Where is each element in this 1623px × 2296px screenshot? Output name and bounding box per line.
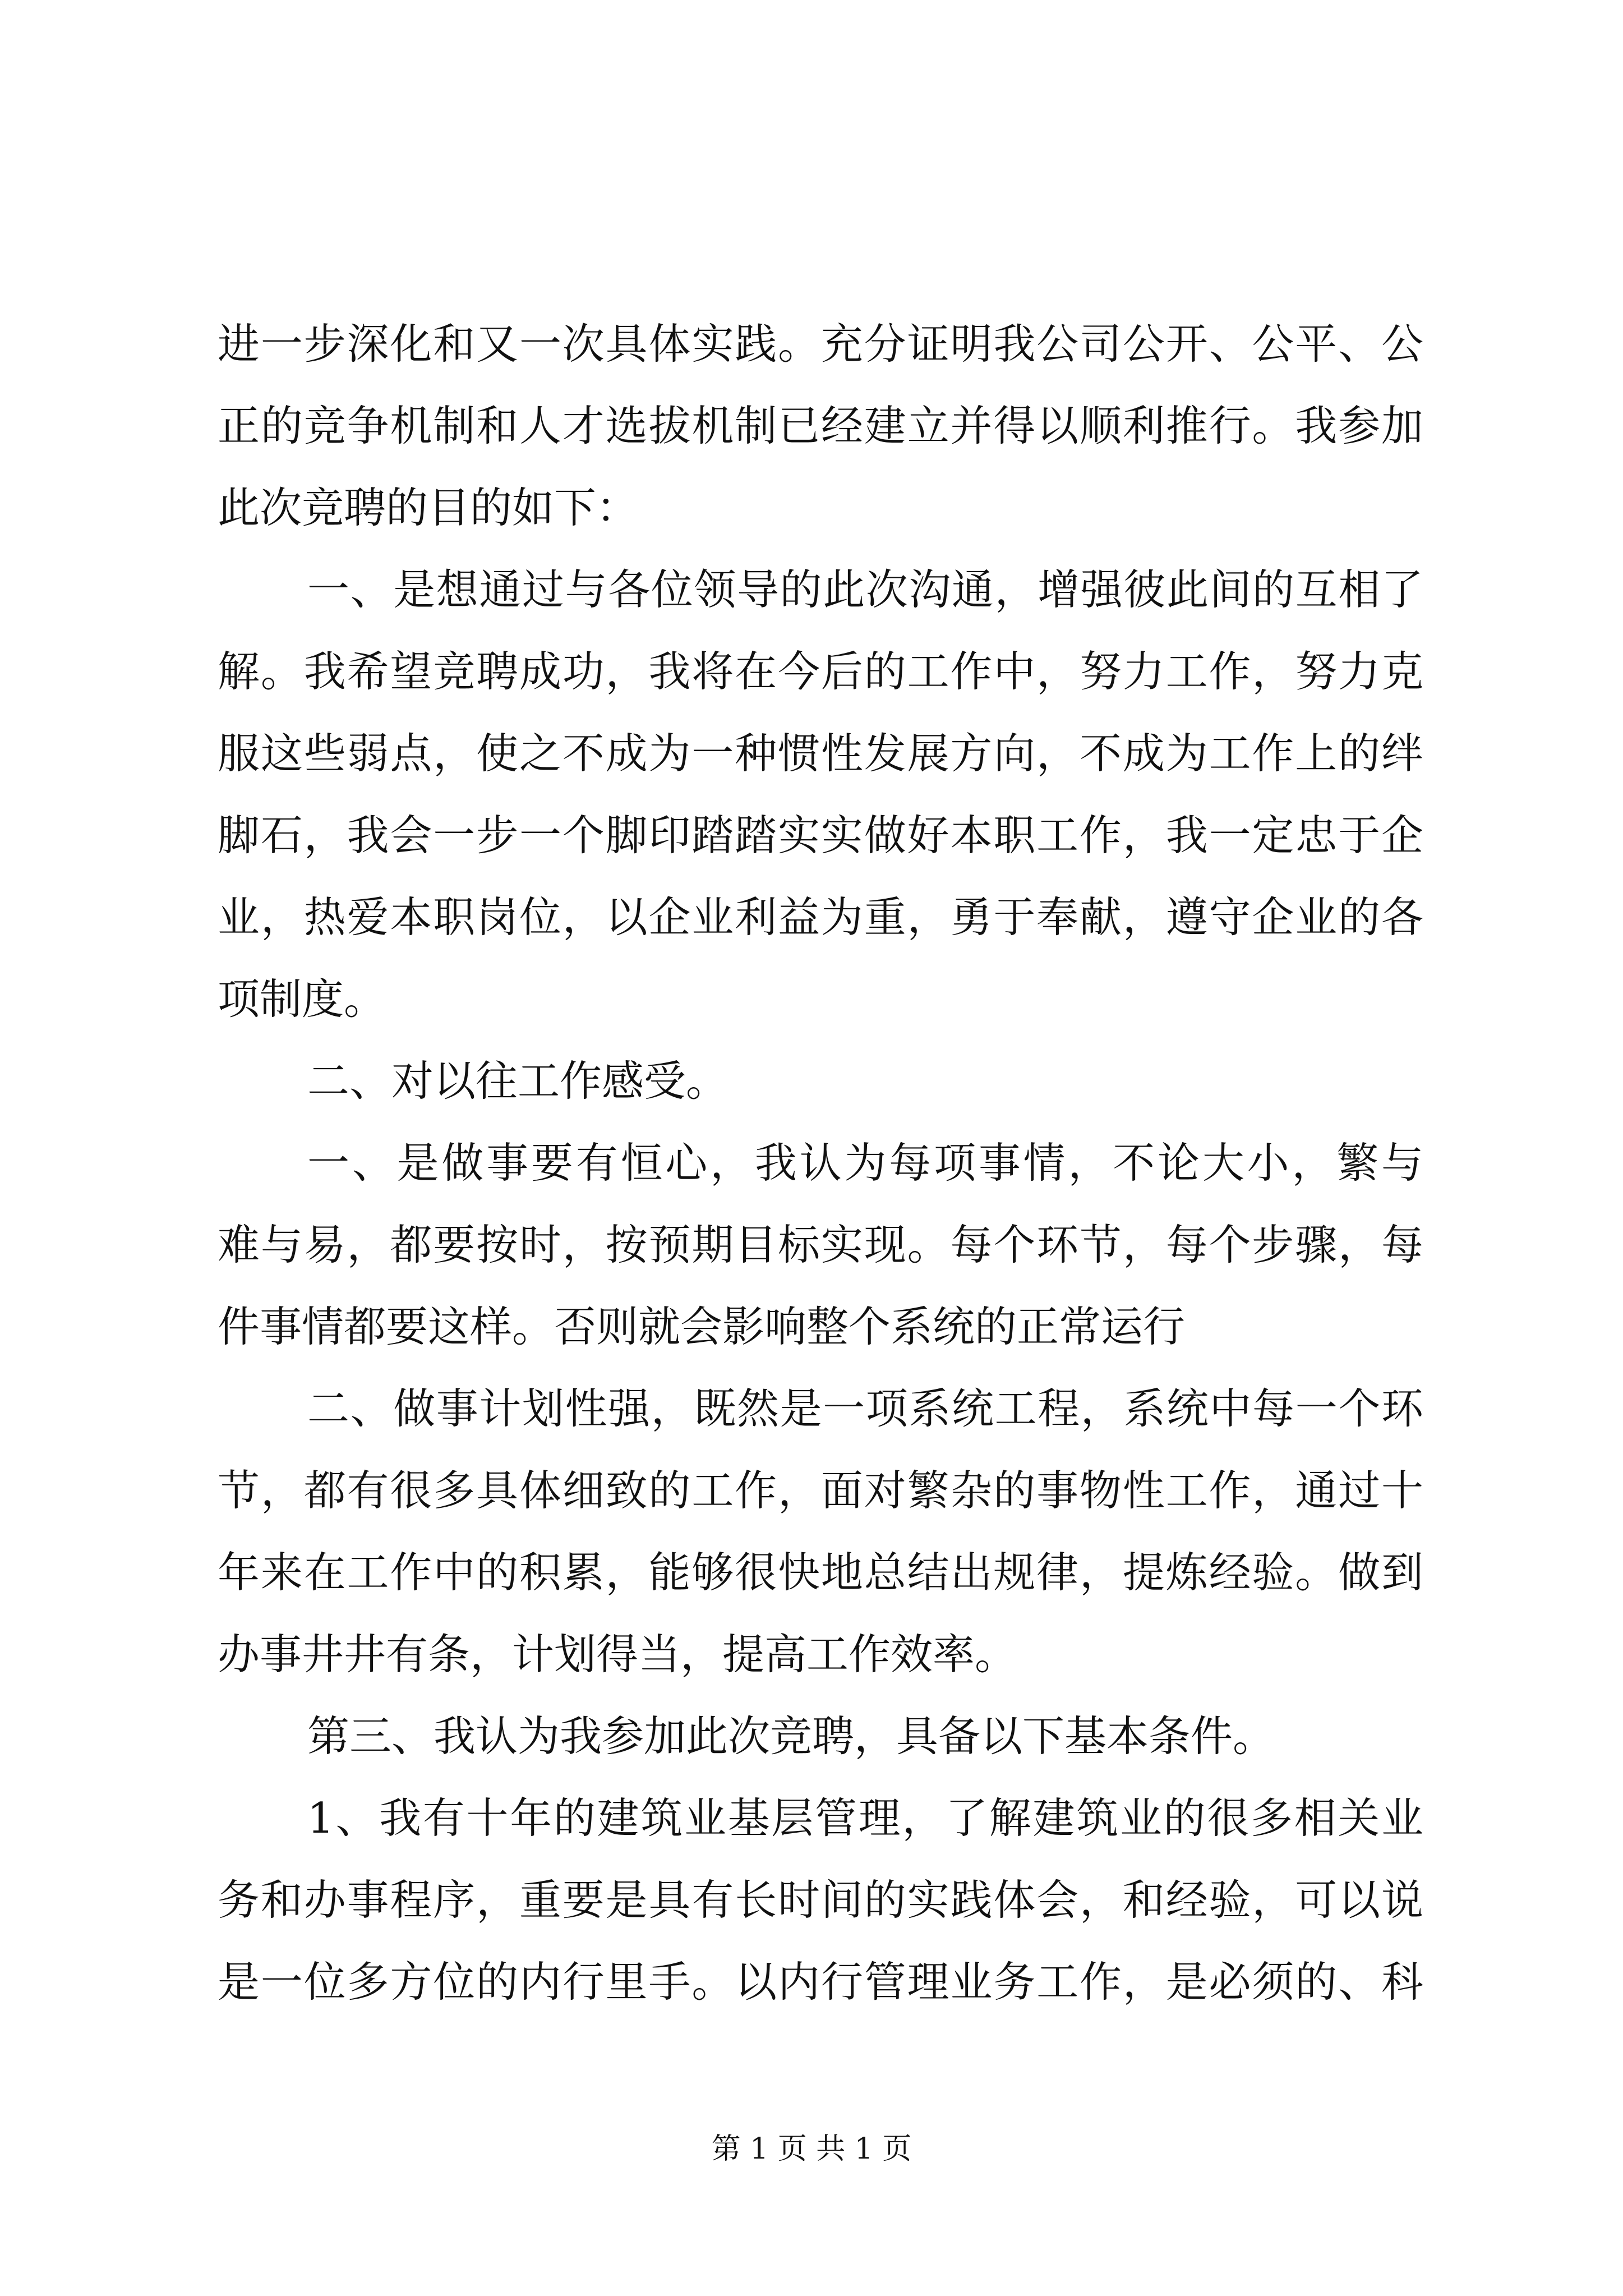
text-line: 服这些弱点，使之不成为一种惯性发展方向，不成为工作上的绊 (218, 729, 1423, 778)
paragraph (218, 549, 1423, 1040)
paragraph (218, 1368, 1423, 1695)
paragraph (218, 1777, 1423, 2023)
text-line: 脚石，我会一步一个脚印踏踏实实做好本职工作，我一定忠于企 (218, 811, 1423, 860)
text-line: 1、我有十年的建筑业基层管理，了解建筑业的很多相关业 (307, 1793, 1423, 1843)
text-line: 件事情都要这样。否则就会影响整个系统的正常运行 (218, 1302, 1186, 1351)
text-line: 一、是想通过与各位领导的此次沟通，增强彼此间的互相了 (307, 565, 1423, 614)
text-line: 一、是做事要有恒心，我认为每项事情，不论大小，繁与 (307, 1138, 1423, 1188)
text-line: 难与易，都要按时，按预期目标实现。每个环节，每个步骤，每 (218, 1220, 1423, 1269)
text-line: 是一位多方位的内行里手。以内行管理业务工作，是必须的、科 (218, 1957, 1423, 2007)
text-line: 正的竞争机制和人才选拔机制已经建立并得以顺利推行。我参加 (218, 401, 1423, 450)
text-line: 年来在工作中的积累，能够很快地总结出规律，提炼经验。做到 (218, 1548, 1423, 1597)
page-number-label: 第 1 页 共 1 页 (711, 2132, 912, 2166)
document-body (218, 303, 1423, 2023)
text-line: 第三、我认为我参加此次竞聘，具备以下基本条件。 (307, 1711, 1275, 1761)
text-line: 办事井井有条，计划得当，提高工作效率。 (218, 1630, 1017, 1679)
text-line: 此次竞聘的目的如下： (218, 483, 639, 532)
text-line: 解。我希望竞聘成功，我将在今后的工作中，努力工作，努力克 (218, 647, 1423, 696)
text-line: 二、做事计划性强，既然是一项系统工程，系统中每一个环 (307, 1384, 1423, 1433)
text-line: 业，热爱本职岗位，以企业利益为重，勇于奉献，遵守企业的各 (218, 892, 1423, 942)
text-line: 务和办事程序，重要是具有长时间的实践体会，和经验，可以说 (218, 1875, 1423, 1925)
paragraph-heading (218, 1040, 1423, 1122)
paragraph (218, 303, 1423, 549)
text-line: 项制度。 (218, 974, 386, 1024)
text-line: 进一步深化和又一次具体实践。充分证明我公司公开、公平、公 (218, 319, 1423, 369)
paragraph (218, 1122, 1423, 1368)
paragraph-heading (218, 1695, 1423, 1777)
page-footer (0, 2132, 1623, 2166)
text-line: 节，都有很多具体细致的工作，面对繁杂的事物性工作，通过十 (218, 1466, 1423, 1515)
text-line: 二、对以往工作感受。 (307, 1056, 728, 1106)
